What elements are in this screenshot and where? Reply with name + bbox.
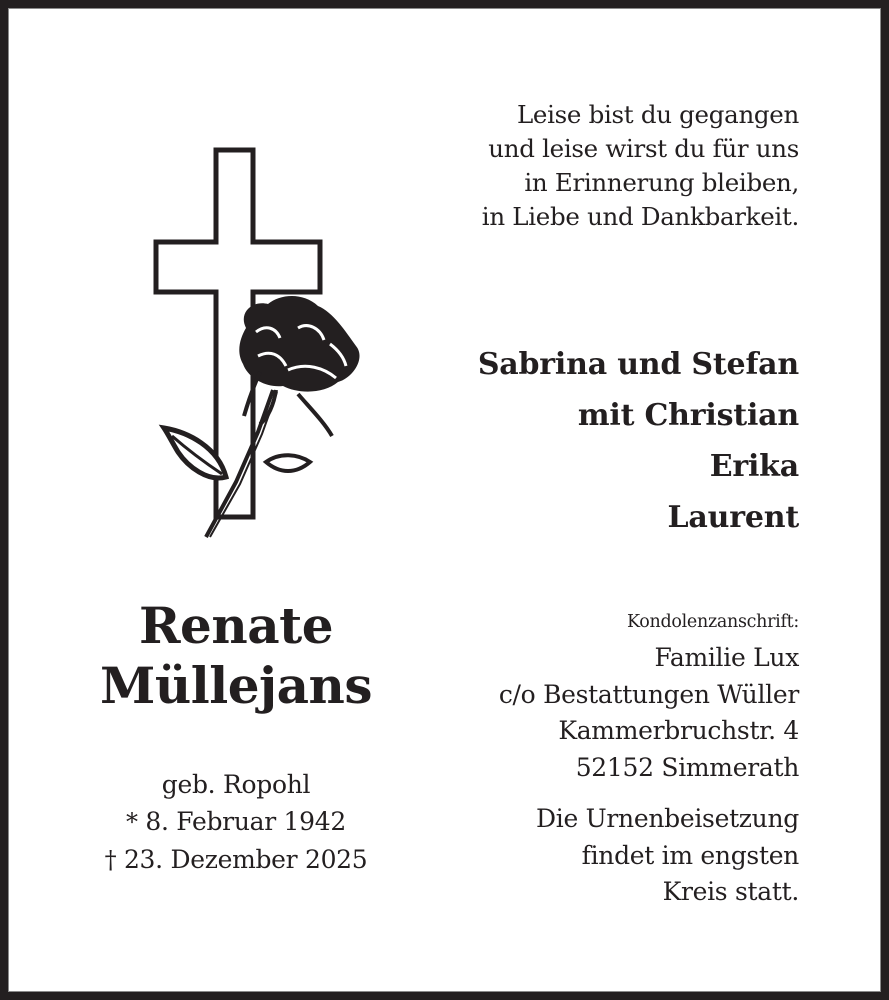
poem-line: Leise bist du gegangen xyxy=(516,100,799,129)
mourner-line: Laurent xyxy=(667,500,799,535)
address-line: 52152 Simmerath xyxy=(575,752,799,782)
address-line: Familie Lux xyxy=(654,643,799,672)
obituary-notice xyxy=(8,8,881,992)
maiden-name: geb. Ropohl xyxy=(161,770,311,799)
burial-note-line: Kreis statt. xyxy=(662,877,799,906)
mourner-line: mit Christian xyxy=(577,398,799,433)
poem xyxy=(482,98,799,234)
poem-line: und leise wirst du für uns xyxy=(488,134,799,163)
burial-note-line: findet im engsten xyxy=(581,840,799,870)
poem-line: in Liebe und Dankbarkeit. xyxy=(481,202,799,231)
deceased-details xyxy=(8,766,464,879)
address-line: c/o Bestattungen Wüller xyxy=(498,679,799,709)
death-cross-icon: † xyxy=(104,846,117,874)
mourners-list xyxy=(478,339,799,543)
deceased-last-name: Müllejans xyxy=(100,656,372,715)
address-line: Kammerbruchstr. 4 xyxy=(558,716,799,745)
death-line xyxy=(8,841,464,879)
birth-date: 8. Februar 1942 xyxy=(145,807,346,836)
deceased-first-name: Renate xyxy=(138,596,334,655)
deceased-name xyxy=(8,596,464,716)
burial-note-line: Die Urnenbeisetzung xyxy=(536,804,799,833)
cross-with-rose-icon xyxy=(148,132,378,552)
condolence-address xyxy=(499,640,799,786)
birth-star-icon: * xyxy=(126,808,138,836)
burial-note xyxy=(536,801,799,911)
poem-line: in Erinnerung bleiben, xyxy=(524,168,799,197)
mourner-line: Sabrina und Stefan xyxy=(477,347,799,382)
death-date: 23. Dezember 2025 xyxy=(123,845,368,874)
birth-line xyxy=(8,803,464,841)
mourner-line: Erika xyxy=(709,449,799,484)
condolence-label: Kondolenzanschrift: xyxy=(626,612,799,632)
